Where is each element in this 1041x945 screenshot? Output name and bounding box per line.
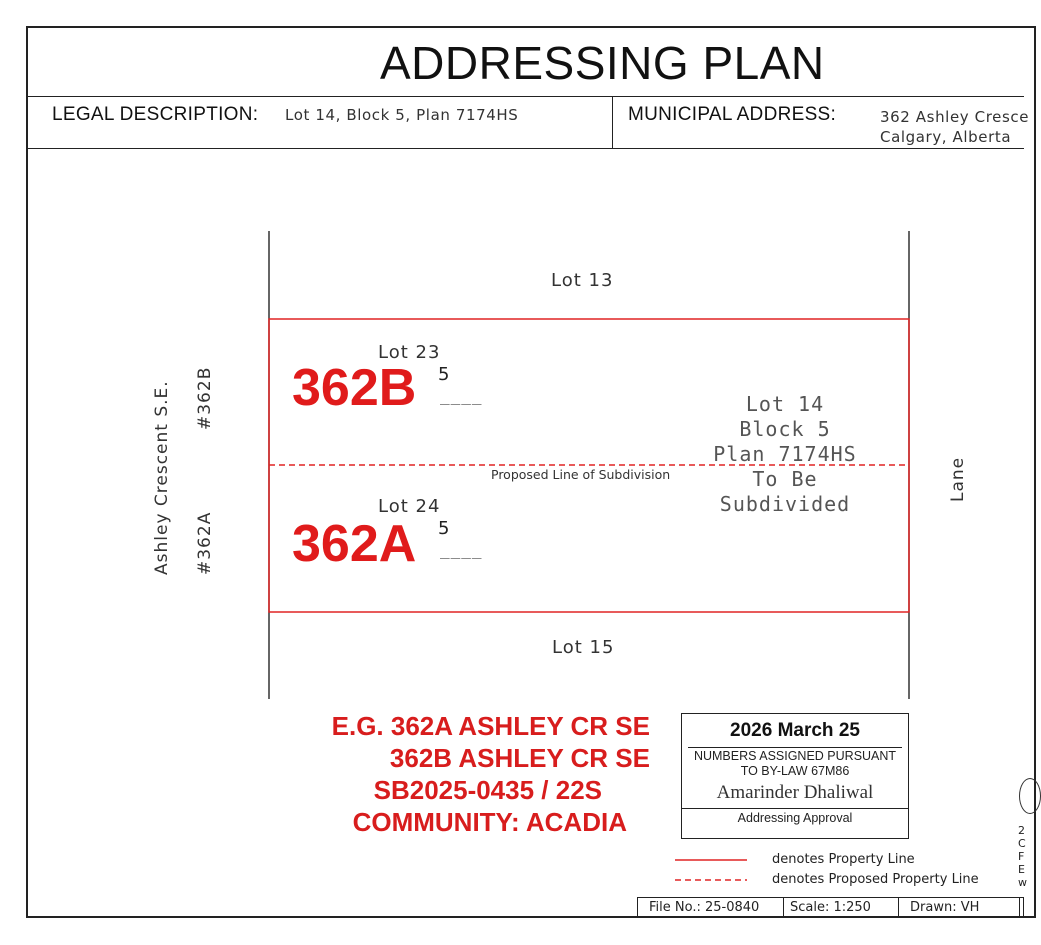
seal-fragment	[1019, 778, 1041, 814]
street-name-label: Ashley Crescent S.E.	[152, 380, 172, 575]
municipal-address-line2: Calgary, Alberta	[880, 128, 1012, 146]
note-line-1: E.G. 362A ASHLEY CR SE	[331, 711, 650, 741]
subject-lot-line: To Be	[752, 467, 818, 491]
subject-lot-line: Block 5	[739, 417, 831, 441]
address-362b: 362B	[292, 359, 417, 417]
block-number-a: 5	[438, 518, 450, 539]
signature-rule	[682, 808, 908, 809]
subject-lot-line: Subdivided	[719, 492, 851, 516]
subject-lot-description	[700, 392, 870, 517]
side-label-362a: #362A	[195, 511, 215, 575]
lot-24-label: Lot 24	[378, 496, 441, 517]
page-title: ADDRESSING PLAN	[380, 37, 825, 89]
stamp-rule	[688, 747, 902, 748]
approval-caption: Addressing Approval	[737, 811, 853, 825]
municipal-address-label: MUNICIPAL ADDRESS:	[628, 104, 837, 125]
edge-text-fragment: 2 C F E w	[1018, 824, 1027, 889]
lot-23-label: Lot 23	[378, 342, 441, 363]
lane-label: Lane	[948, 456, 968, 502]
drawn-by: Drawn: VH	[910, 900, 980, 915]
proposed-line-label: Proposed Line of Subdivision	[491, 467, 671, 482]
file-number: File No.: 25-0840	[649, 900, 760, 915]
note-line-4: COMMUNITY: ACADIA	[352, 807, 627, 837]
approval-bylaw-line1: NUMBERS ASSIGNED PURSUANT	[693, 749, 897, 763]
unit-blank-b: ____	[440, 386, 483, 405]
approval-bylaw-line2: TO BY-LAW 67M86	[740, 764, 850, 778]
subject-lot-line: Lot 14	[745, 392, 825, 416]
note-line-2: 362B ASHLEY CR SE	[389, 743, 650, 773]
address-362a: 362A	[292, 515, 417, 573]
municipal-address-line1: 362 Ashley Cresce	[880, 108, 1030, 126]
footer-divider-1	[783, 897, 784, 918]
footer-divider-3	[1019, 897, 1020, 918]
scale-value: Scale: 1:250	[790, 900, 871, 915]
block-number-b: 5	[438, 364, 450, 385]
unit-blank-a: ____	[440, 540, 483, 559]
approval-stamp	[681, 713, 909, 839]
approval-date: 2026 March 25	[730, 720, 860, 741]
note-line-3: SB2025-0435 / 22S	[373, 775, 602, 805]
lot-15-label: Lot 15	[552, 637, 615, 658]
legend-proposed-line: denotes Proposed Property Line	[772, 872, 979, 887]
side-label-362b: #362B	[195, 366, 215, 430]
lot-13-label: Lot 13	[551, 270, 614, 291]
legend-property-line: denotes Property Line	[772, 852, 915, 867]
approval-signature: Amarinder Dhaliwal	[716, 782, 874, 803]
subject-lot-line: Plan 7174HS	[713, 442, 857, 466]
footer-divider-2	[898, 897, 899, 918]
legal-description-value: Lot 14, Block 5, Plan 7174HS	[285, 106, 519, 124]
legal-description-label: LEGAL DESCRIPTION:	[52, 104, 259, 125]
